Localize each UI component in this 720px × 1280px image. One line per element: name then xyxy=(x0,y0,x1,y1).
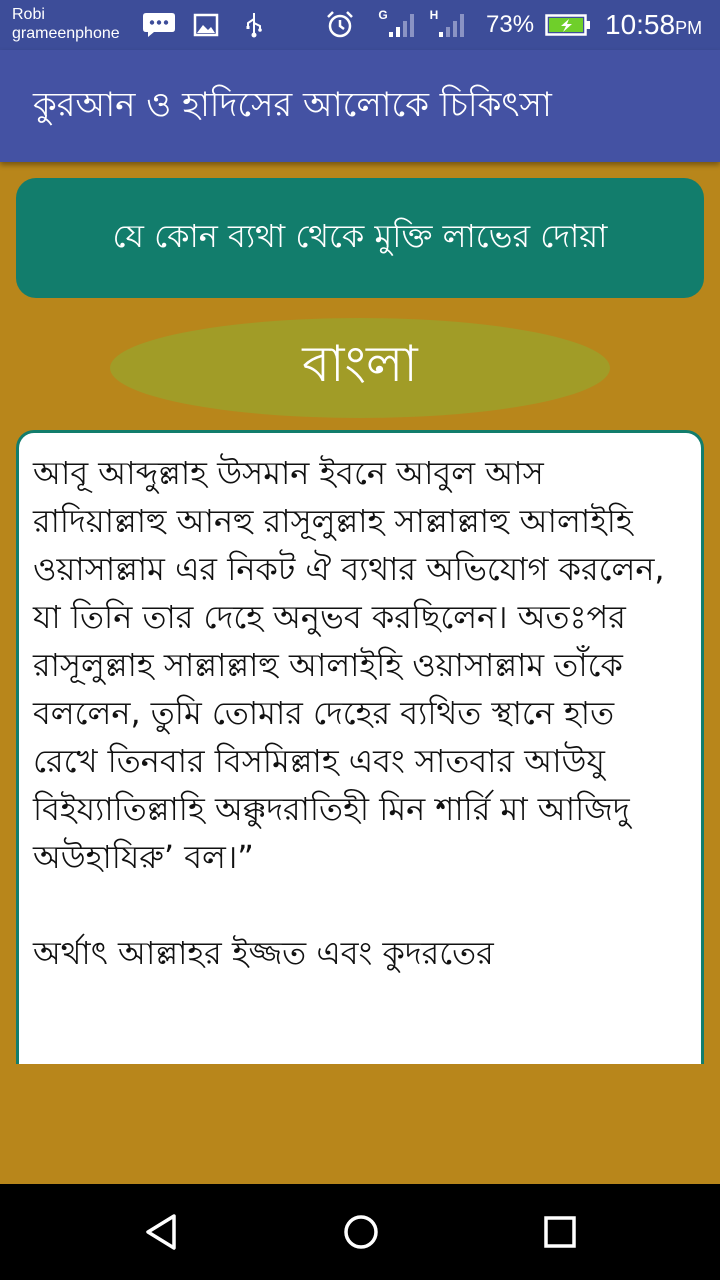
app-bar xyxy=(0,50,720,162)
carrier-name xyxy=(12,5,120,43)
topic-button[interactable]: যে কোন ব্যথা থেকে মুক্তি লাভের দোয়া xyxy=(16,178,704,298)
signal-icon xyxy=(378,10,414,40)
clock-time: 10:58 xyxy=(605,9,676,40)
usb-icon xyxy=(242,10,266,40)
network-type-label: H xyxy=(429,8,439,22)
clock-suffix: PM xyxy=(675,18,703,38)
back-icon[interactable] xyxy=(132,1202,192,1262)
network-type-label: G xyxy=(378,8,388,22)
message-icon xyxy=(142,10,176,40)
carrier-line-2: grameenphone xyxy=(12,25,120,42)
content-card[interactable] xyxy=(16,430,704,1064)
battery-charging-icon xyxy=(545,10,591,40)
battery-percent: 73% xyxy=(486,11,535,38)
content-text: আবূ আব্দুল্লাহ উসমান ইবনে আবুল আস রাদিয়াল্লাহু আনহু রাসূলুল্লাহ সাল্লাল্লাহু আলাইহি ওয়াসাল্লাম এর নিকট ঐ ব্যথার অভিযোগ করলেন, যা তিনি তার দেহে অনুভব করছিলেন। অতঃপর রাসূলুল্লাহ সাল্লাল্লাহু আলাইহি ওয়াসাল্লাম তাঁকে বললেন, তুমি তোমার দেহের ব্যথিত স্থানে হাত রেখে তিনবার বিসমিল্লাহ এবং সাতবার আউযু বিইয্যাতিল্লাহি অক্কুদরাতিহী মিন শার্রি মা আজিদু অউহাযিরু’ বল।” অর্থাৎ আল্লাহর ইজ্জত এবং কুদরতের xyxy=(33,454,665,972)
language-button[interactable]: বাংলা xyxy=(110,318,610,418)
recents-icon[interactable] xyxy=(530,1202,590,1262)
status-bar xyxy=(0,0,720,50)
home-icon[interactable] xyxy=(331,1202,391,1262)
app-title: কুরআন ও হাদিসের আলোকে চিকিৎসা xyxy=(33,85,552,125)
image-icon xyxy=(192,10,220,40)
alarm-icon xyxy=(324,10,356,40)
carrier-line-1: Robi xyxy=(12,6,45,23)
clock xyxy=(605,7,702,46)
signal-icon xyxy=(428,10,468,40)
navigation-bar xyxy=(0,1184,720,1280)
